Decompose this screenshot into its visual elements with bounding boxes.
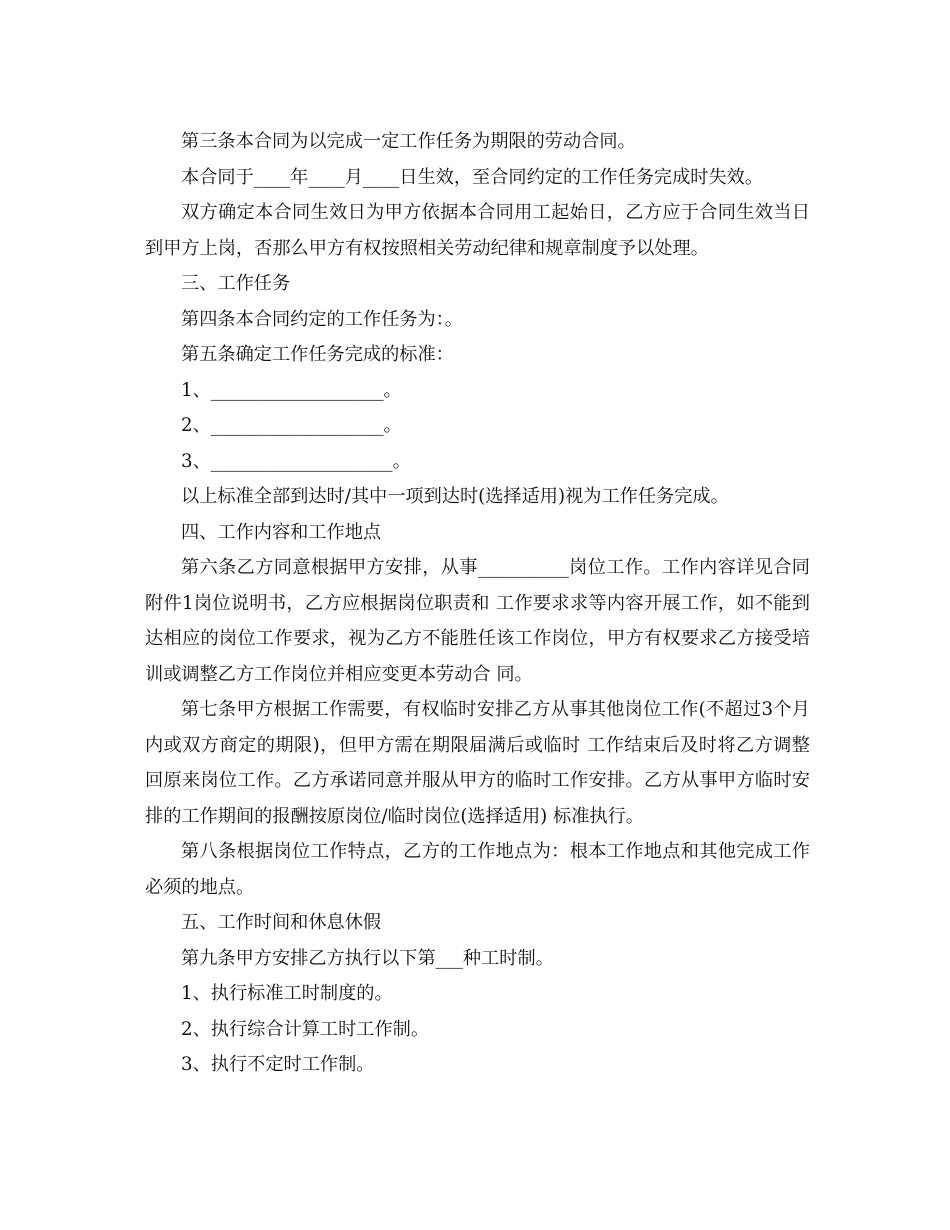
- effective-date-line: 本合同于____年____月____日生效，至合同约定的工作任务完成时失效。: [181, 166, 764, 188]
- section-heading-hours-leave: 五、工作时间和休息休假: [181, 912, 382, 933]
- start-date-paragraph: 双方确定本合同生效日为甲方依据本合同用工起始日，乙方应于合同生效当日到甲方上岗，否那么甲方有权按照相关劳动纪律和规章制度予以处理。: [145, 202, 810, 259]
- clause-4-task: 第四条本合同约定的工作任务为：。: [181, 308, 463, 330]
- hours-option-3: 3、执行不定时工作制。: [181, 1054, 375, 1075]
- clause-6-position: 第六条乙方同意根据甲方安排，从事__________岗位工作。工作内容详见合同附件1岗位说明书，乙方应根据岗位职责和 工作要求求等内容开展工作，如不能到达相应的岗位工作要求，视为乙方不能胜任该工作岗位，甲方有权要求乙方接受培训或调整乙方工作岗位并相应变更本劳动合 同。: [145, 557, 810, 685]
- hours-option-1: 1、执行标准工时制度的。: [181, 983, 393, 1004]
- clause-7-temporary: 第七条甲方根据工作需要，有权临时安排乙方从事其他岗位工作(不超过3个月内或双方商定的期限)，但甲方需在期限届满后或临时 工作结束后及时将乙方调整回原来岗位工作。乙方承诺同意并服从甲方的临时工作安排。乙方从事甲方临时安排的工作期间的报酬按原岗位/临时岗位(选择适用) 标准执行。: [145, 699, 810, 827]
- document-body: [145, 124, 810, 1083]
- clause-9-hours: 第九条甲方安排乙方执行以下第___种工时制。: [181, 947, 554, 969]
- section-heading-work-task: 三、工作任务: [181, 273, 291, 294]
- standard-item-1: 1、___________________。: [181, 379, 402, 401]
- clause-5-standard: 第五条确定工作任务完成的标准：: [181, 344, 454, 365]
- standard-completion-note: 以上标准全部到达时/其中一项到达时(选择适用)视为工作任务完成。: [181, 486, 729, 507]
- standard-item-3: 3、____________________。: [181, 450, 411, 472]
- standard-item-2: 2、___________________。: [181, 415, 402, 436]
- hours-option-2: 2、执行综合计算工时工作制。: [181, 1018, 430, 1040]
- clause-3-term: 第三条本合同为以完成一定工作任务为期限的劳动合同。: [181, 131, 636, 152]
- section-heading-content-location: 四、工作内容和工作地点: [181, 521, 382, 543]
- clause-8-location: 第八条根据岗位工作特点，乙方的工作地点为：根本工作地点和其他完成工作必须的地点。: [145, 841, 810, 898]
